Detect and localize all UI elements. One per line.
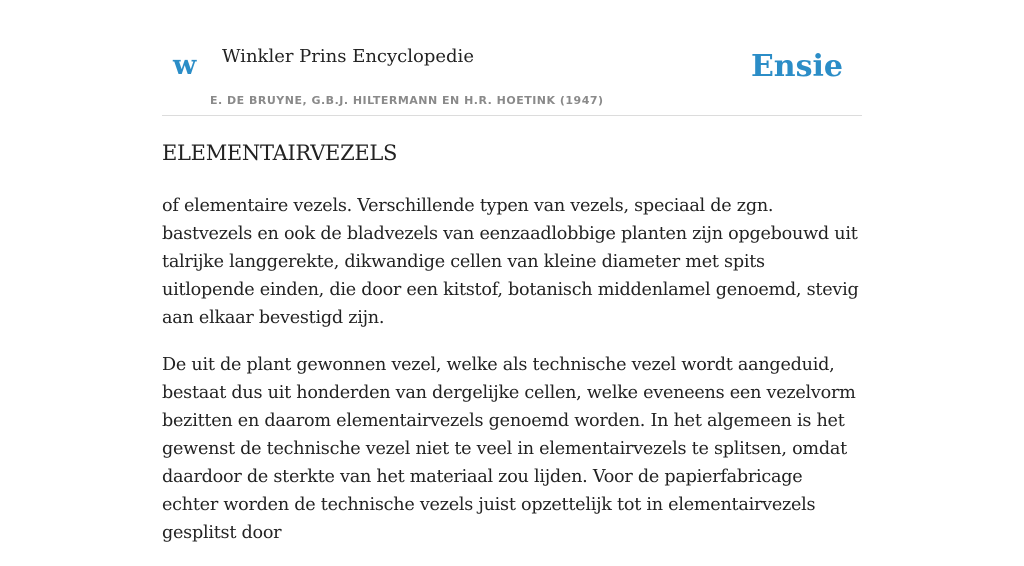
source-authors: E. DE BRUYNE, G.B.J. HILTERMANN EN H.R. HOETINK (1947) (210, 94, 604, 107)
source-title[interactable]: Winkler Prins Encyclopedie (222, 46, 474, 67)
ensie-logo[interactable]: Ensie (750, 49, 843, 84)
winkler-prins-logo[interactable]: w (173, 50, 197, 81)
source-header (162, 0, 862, 116)
article-paragraph: of elementaire vezels. Verschillende typen van vezels, speciaal de zgn. bastvezels en ook de bladvezels van eenzaadlobbige planten zijn opgebouwd uit talrijke langgerekte, dikwandige cellen van kleine diameter met spits uitlopende einden, die door een kitstof, botanisch middenlamel genoemd, stevig aan elkaar bevestigd zijn. (162, 196, 859, 328)
article-headword: ELEMENTAIRVEZELS (162, 141, 398, 165)
article-paragraph: De uit de plant gewonnen vezel, welke als technische vezel wordt aangeduid, bestaat dus uit honderden van dergelijke cellen, welke eveneens een vezelvorm bezitten en daarom elementairvezels genoemd worden. In het algemeen is het gewenst de technische vezel niet te veel in elementairvezels te splitsen, omdat daardoor de sterkte van het materiaal zou lijden. Voor de papierfabricage echter worden de technische vezels juist opzettelijk tot in elementairvezels gesplitst door (162, 355, 856, 543)
article-body (162, 192, 862, 566)
